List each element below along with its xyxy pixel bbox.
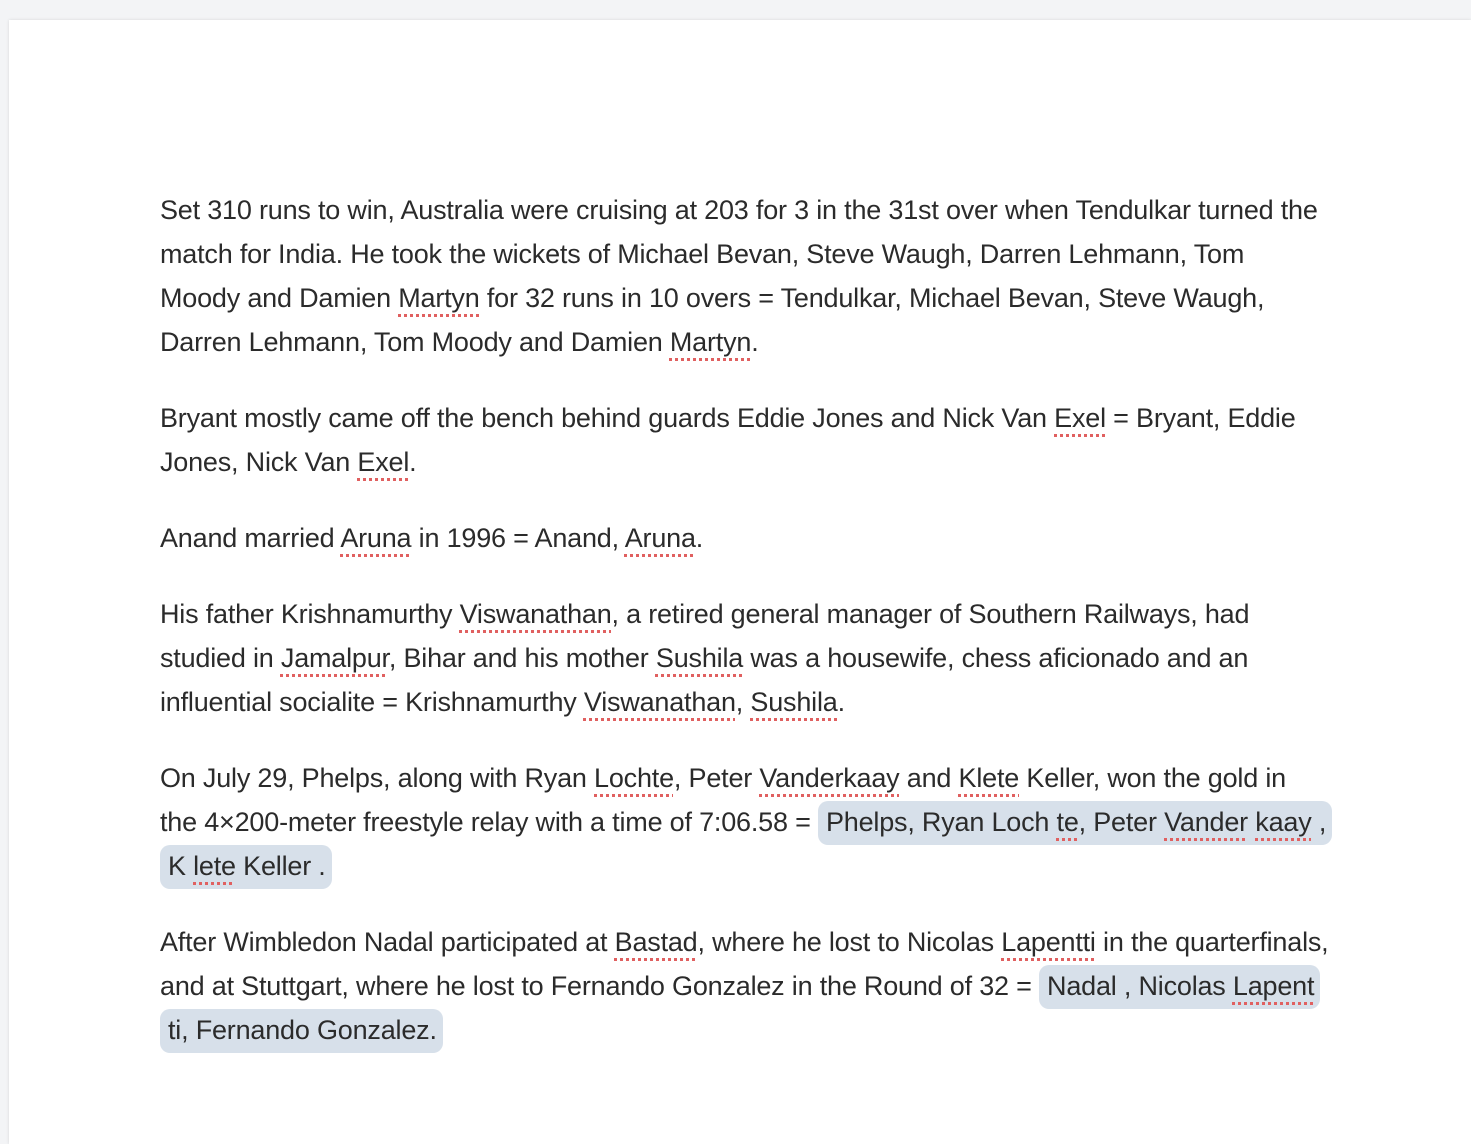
misspelled-word[interactable]: Jamalpur [280,643,389,673]
text-run: for 32 runs in 10 overs = Tendulkar, Michael Bevan, Steve Waugh, Darren Lehmann, Tom Moody and Damien [160,283,1265,357]
text-run: . [837,687,845,717]
misspelled-word[interactable]: Vander [1164,807,1248,837]
misspelled-word[interactable]: Lapent [1232,971,1315,1001]
text-run: His father Krishnamurthy [160,599,460,629]
misspelled-word[interactable]: lete [193,851,236,881]
text-run: = Bryant, Eddie Jones, Nick Van [160,403,1296,477]
misspelled-word[interactable]: Viswanathan [459,599,612,629]
misspelled-word[interactable]: Exel [1054,403,1106,433]
text-run: , Peter [1078,807,1165,837]
text-run: in 1996 = Anand, [411,523,625,553]
misspelled-word[interactable]: Martyn [669,327,752,357]
text-run: , a retired general manager of Southern Railways, had studied in [160,599,1250,673]
paragraph-1[interactable] [160,188,1330,364]
text-run: in the quarterfinals, and at Stuttgart, where he lost to Fernando Gonzalez in the Round of 32 = [160,927,1329,1001]
text-run: , K [168,807,1327,881]
misspelled-word[interactable]: te [1056,807,1079,837]
misspelled-word[interactable]: Lochte [594,763,674,793]
text-run: . [695,523,704,553]
paragraph-5[interactable] [160,756,1330,888]
misspelled-word[interactable]: Klete [958,763,1020,793]
text-run: Anand married [160,523,341,553]
misspelled-word[interactable]: Vanderkaay [759,763,900,793]
text-run: Keller, won the gold in the 4×200-meter freestyle relay with a time of 7:06.58 = [160,763,1286,837]
misspelled-word[interactable]: kaay [1255,807,1312,837]
text-run: , [735,687,751,717]
misspelled-word[interactable]: Sushila [750,687,838,717]
text-run: Phelps, Ryan Loch [825,807,1057,837]
paragraph-6[interactable] [160,920,1330,1052]
paragraph-3[interactable] [160,516,1330,560]
misspelled-word[interactable]: Sushila [655,643,744,673]
text-run: Nadal , Nicolas [1047,971,1233,1001]
text-run: , where he lost to Nicolas [697,927,1002,957]
text-run: , Peter [673,763,760,793]
text-run: Set 310 runs to win, Australia were cruising at 203 for 3 in the 31st over when Tendulkar turned the match for India. He took the wickets of Michael Bevan, Steve Waugh, Darren Lehmann, Tom Moody and Damien [160,195,1318,313]
misspelled-word[interactable]: Aruna [340,523,412,553]
misspelled-word[interactable]: Martyn [398,283,480,313]
document-body[interactable] [160,188,1330,1084]
text-run: After Wimbledon Nadal participated at [160,927,615,957]
text-run: Bryant mostly came off the bench behind guards Eddie Jones and Nick Van [160,403,1055,433]
misspelled-word[interactable]: Bastad [614,927,698,957]
paragraph-2[interactable] [160,396,1330,484]
misspelled-word[interactable]: Aruna [624,523,696,553]
misspelled-word[interactable]: Exel [357,447,410,477]
misspelled-word[interactable]: Viswanathan [583,687,736,717]
text-run: ti, Fernando Gonzalez. [168,1015,437,1045]
text-run: Keller . [235,851,326,881]
text-run: and [899,763,959,793]
text-run: . [409,447,417,477]
text-run: was a housewife, chess aficionado and an influential socialite = Krishnamurthy [160,643,1249,717]
text-run: . [751,327,759,357]
paragraph-4[interactable] [160,592,1330,724]
text-run: On July 29, Phelps, along with Ryan [160,763,595,793]
text-run: , Bihar and his mother [388,643,656,673]
misspelled-word[interactable]: Lapentti [1001,927,1096,957]
